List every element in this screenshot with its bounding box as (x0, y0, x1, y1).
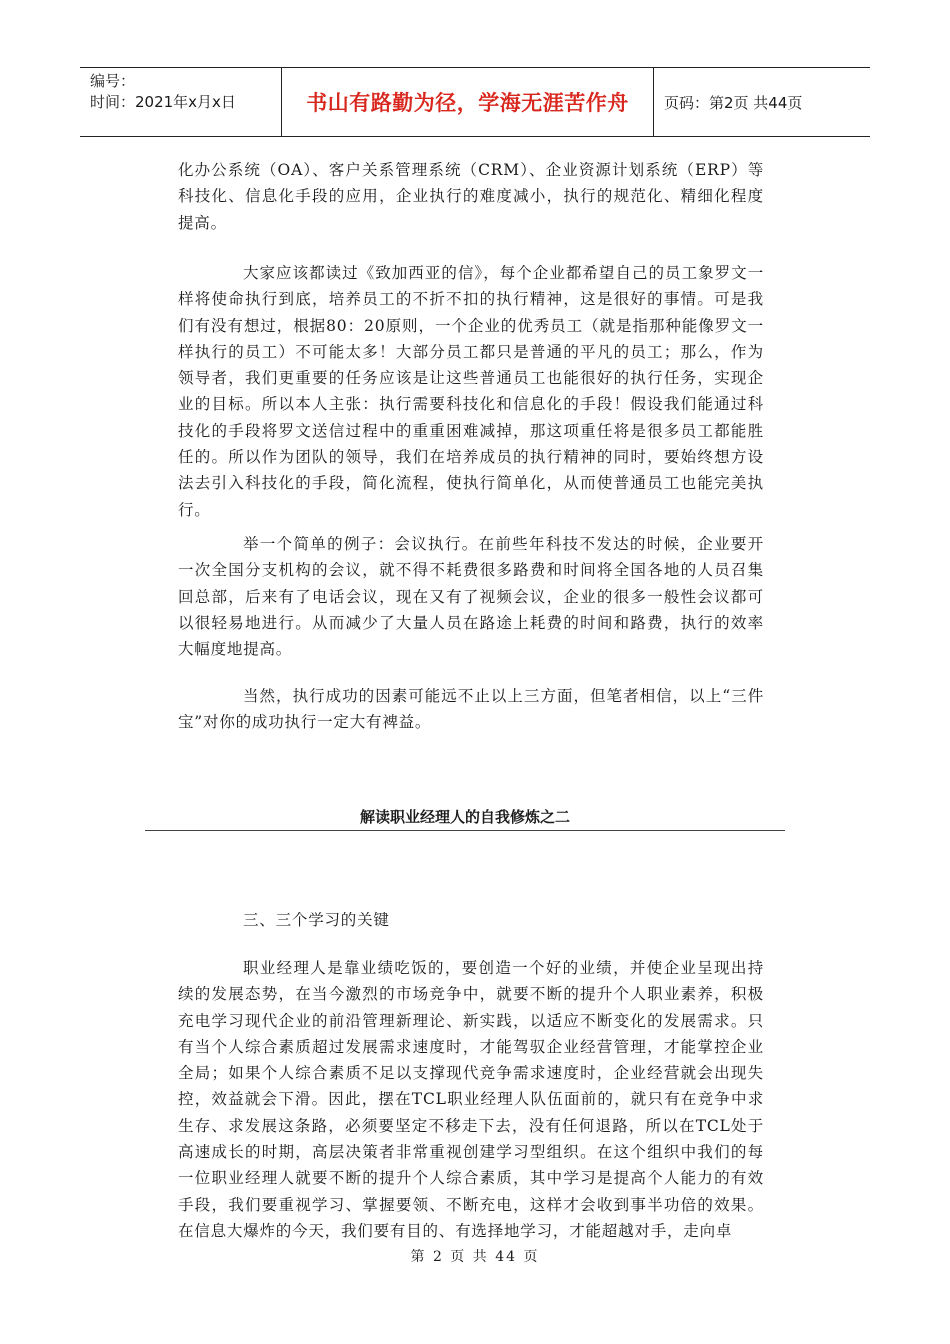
subheading: 三、三个学习的关键 (243, 911, 390, 929)
document-date-label: 时间：2021年x月x日 (90, 93, 236, 111)
header-page-info: 页码：第2页 共44页 (664, 93, 803, 112)
body-paragraph-1: 化办公系统（OA）、客户关系管理系统（CRM）、企业资源计划系统（ERP）等科技化、信息化手段的应用，企业执行的难度减小，执行的规范化、精细化程度提高。 (178, 161, 764, 232)
section-title: 解读职业经理人的自我修炼之二 (145, 806, 785, 831)
body-paragraph-4: 当然，执行成功的因素可能远不止以上三方面，但笔者相信，以上“三件宝”对你的成功执行一定大有裨益。 (178, 687, 764, 732)
section-paragraph: 职业经理人是靠业绩吃饭的，要创造一个好的业绩，并使企业呈现出持续的发展态势，在当今激烈的市场竞争中，就要不断的提升个人职业素养，积极充电学习现代企业的前沿管理新理论、新实践，以适应不断变化的发展需求。只有当个人综合素质超过发展需求速度时，才能驾驭企业经营管理，才能掌控企业全局；如果个人综合素质不足以支撑现代竞争需求速度时，企业经营就会出现失控，效益就会下滑。因此，摆在TCL职业经理人队伍面前的，就只有在竞争中求生存、求发展这条路，必须要坚定不移走下去，没有任何退路，所以在TCL处于高速成长的时期，高层决策者非常重视创建学习型组织。在这个组织中我们的每一位职业经理人就要不断的提升个人综合素质，其中学习是提高个人能力的有效手段，我们要重视学习、掌握要领、不断充电，这样才会收到事半功倍的效果。在信息大爆炸的今天，我们要有目的、有选择地学习，才能超越对手，走向卓 (178, 959, 764, 1240)
header-motto-cell (282, 68, 654, 136)
page-header (80, 67, 870, 137)
document-number-label: 编号： (90, 72, 136, 90)
body-paragraph-2: 大家应该都读过《致加西亚的信》，每个企业都希望自己的员工象罗文一样将使命执行到底，培养员工的不折不扣的执行精神，这是很好的事情。可是我们有没有想过，根据80：20原则，一个企业的优秀员工（就是指那种能像罗文一样执行的员工）不可能太多！大部分员工都只是普通的平凡的员工；那么，作为领导者，我们更重要的任务应该是让这些普通员工也能很好的执行任务，实现企业的目标。所以本人主张：执行需要科技化和信息化的手段！假设我们能通过科技化的手段将罗文送信过程中的重重困难减掉，那这项重任将是很多员工都能胜任的。所以作为团队的领导，我们在培养成员的执行精神的同时，要始终想方设法去引入科技化的手段，简化流程，使执行简单化，从而使普通员工也能完美执行。 (178, 264, 764, 519)
page-footer: 第 2 页 共 44 页 (410, 1249, 540, 1265)
header-meta (80, 68, 282, 136)
header-page-info-cell (654, 68, 870, 136)
header-motto: 书山有路勤为径，学海无涯苦作舟 (306, 91, 629, 115)
body-paragraph-3: 举一个简单的例子：会议执行。在前些年科技不发达的时候，企业要开一次全国分支机构的会议，就不得不耗费很多路费和时间将全国各地的人员召集回总部，后来有了电话会议，现在又有了视频会议，企业的很多一般性会议都可以很轻易地进行。从而减少了大量人员在路途上耗费的时间和路费，执行的效率大幅度地提高。 (178, 535, 764, 659)
